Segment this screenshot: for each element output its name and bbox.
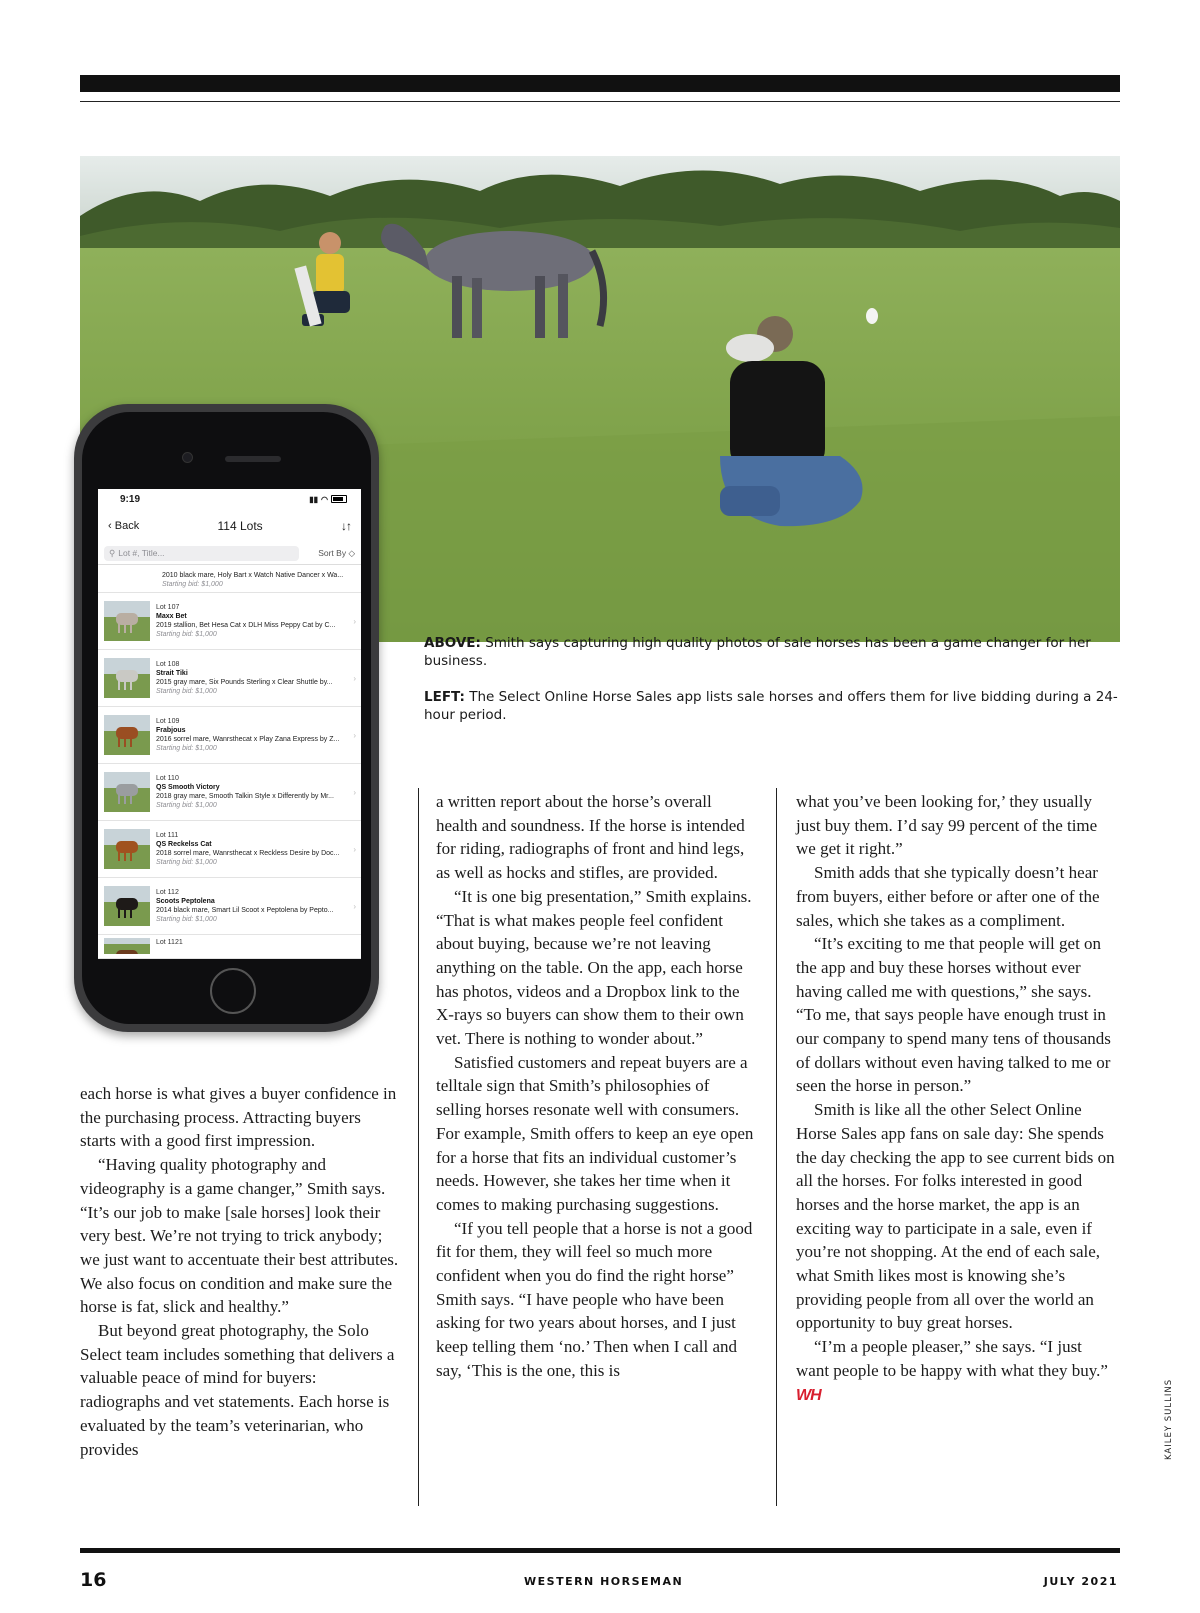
status-time: 9:19 bbox=[120, 493, 141, 505]
back-label: Back bbox=[114, 520, 140, 532]
paragraph bbox=[796, 861, 1116, 932]
paragraph bbox=[796, 1098, 1116, 1335]
paragraph bbox=[80, 1153, 400, 1319]
chevron-right-icon: › bbox=[353, 845, 356, 854]
caption-left-label: LEFT: bbox=[424, 689, 465, 705]
lot-list-item[interactable] bbox=[98, 878, 361, 935]
signal-icon: ▮▮ bbox=[309, 494, 319, 504]
paragraph-text: Smith adds that she typically doesn’t hear from buyers, either before or after one of the sales, which she takes as a compliment. bbox=[796, 863, 1100, 930]
horse-thumbnail bbox=[104, 829, 150, 869]
earpiece-speaker bbox=[225, 456, 281, 462]
lot-description: 2016 sorrel mare, Wanrsthecat x Play Zana Express by Z... bbox=[156, 736, 340, 743]
top-rule-thick bbox=[80, 75, 1120, 92]
bottom-rule bbox=[80, 1548, 1120, 1553]
wifi-icon: ◠ bbox=[321, 494, 328, 504]
nav-title: 114 Lots bbox=[217, 519, 263, 533]
paragraph-text: Satisfied customers and repeat buyers are a telltale sign that Smith’s philosophies of selling horses resonate well with consumers. For example, Smith offers to keep an eye open for a horse that fits an individual customer’s needs. However, she takes her time when it comes to making purchasing suggestions. bbox=[436, 1052, 754, 1214]
chevron-right-icon: › bbox=[353, 617, 356, 626]
search-input[interactable] bbox=[104, 546, 299, 561]
paragraph bbox=[80, 1319, 400, 1461]
starting-bid: Starting bid: $1,000 bbox=[156, 745, 217, 752]
lot-number: Lot 111 bbox=[156, 832, 179, 839]
lot-info bbox=[162, 571, 352, 589]
lot-list bbox=[98, 564, 361, 959]
lot-list-item[interactable] bbox=[98, 821, 361, 878]
lot-info bbox=[156, 774, 346, 810]
home-button[interactable] bbox=[210, 968, 256, 1014]
lot-list-item[interactable] bbox=[98, 935, 361, 959]
battery-icon bbox=[331, 495, 347, 503]
smartphone-mockup bbox=[74, 404, 379, 1032]
lot-description: 2019 stallion, Bet Hesa Cat x DLH Miss Peppy Cat by C... bbox=[156, 622, 336, 629]
chevron-updown-icon: ◇ bbox=[348, 547, 355, 558]
lot-list-item[interactable] bbox=[98, 707, 361, 764]
paragraph-text: “I’m a people pleaser,” she says. “I just want people to be happy with what they buy.” bbox=[796, 1337, 1108, 1380]
paragraph bbox=[796, 932, 1116, 1098]
lot-description: 2018 sorrel mare, Wanrsthecat x Reckless Desire by Doc... bbox=[156, 850, 340, 857]
paragraph-text: “Having quality photography and videography is a game changer,” Smith says. “It’s our job to make [sale horses] look their very best. We’re not trying to trick anybody; we just want to accentuate their best attributes. We also focus on condition and make sure the horse is fat, slick and healthy.” bbox=[80, 1155, 399, 1317]
column-divider-2 bbox=[776, 788, 777, 1506]
paragraph-text: “It is one big presentation,” Smith explains. “That is what makes people feel confident about buying, because we’re not leaving anything on the table. On the app, each horse has photos, videos and a Dropbox link to the X-rays so buyers can show them to their own vet. There is nothing to wonder about.” bbox=[436, 886, 752, 1049]
horse-thumbnail bbox=[104, 772, 150, 812]
article-column-3 bbox=[796, 790, 1116, 1407]
chevron-right-icon: › bbox=[353, 674, 356, 683]
caption-left-text: The Select Online Horse Sales app lists sale horses and offers them for live bidding during a 24-hour period. bbox=[424, 689, 1118, 723]
page-number: 16 bbox=[80, 1569, 107, 1591]
lot-info bbox=[156, 831, 346, 867]
lot-info bbox=[156, 938, 346, 947]
paragraph-text: Smith is like all the other Select Online Horse Sales app fans on sale day: She spends the day checking the app to see current bids on all the horses. For folks interested in good horses and the horse market, the app is an exciting way to participate in a sale, even if you’re not shopping. At the end of each sale, what Smith likes most is knowing she’s providing people from all over the world an opportunity to buy great horses. bbox=[796, 1100, 1115, 1333]
starting-bid: Starting bid: $1,000 bbox=[156, 802, 217, 809]
lot-number: Lot 1121 bbox=[156, 939, 183, 946]
lot-name: Scoots Peptolena bbox=[156, 898, 215, 905]
starting-bid: Starting bid: $1,000 bbox=[162, 581, 223, 588]
lot-list-item[interactable] bbox=[98, 764, 361, 821]
search-row bbox=[98, 543, 361, 563]
paragraph-text: what you’ve been looking for,’ they usually just buy them. I’d say 99 percent of the time we get it right.” bbox=[796, 792, 1098, 859]
issue-date: JULY 2021 bbox=[1043, 1575, 1118, 1588]
photo-captions bbox=[424, 634, 1124, 742]
paragraph bbox=[80, 1082, 400, 1153]
lot-info bbox=[156, 888, 346, 924]
horse-thumbnail bbox=[104, 658, 150, 698]
lot-description: 2018 gray mare, Smooth Talkin Style x Differently by Mr... bbox=[156, 793, 334, 800]
lot-description: 2010 black mare, Holy Bart x Watch Native Dancer x Wa... bbox=[162, 572, 344, 579]
top-rule-thin bbox=[80, 101, 1120, 102]
signal-wifi-battery-icons bbox=[309, 495, 347, 504]
front-camera-icon bbox=[182, 452, 193, 463]
paragraph bbox=[796, 790, 1116, 861]
nav-bar bbox=[98, 509, 361, 543]
caption-above-text: Smith says capturing high quality photos of sale horses has been a game changer for her business. bbox=[424, 635, 1091, 669]
phone-screen bbox=[98, 489, 361, 959]
article-column-2 bbox=[436, 790, 756, 1383]
caption-above-label: ABOVE: bbox=[424, 635, 481, 651]
magazine-name: WESTERN HORSEMAN bbox=[524, 1575, 684, 1588]
caption-above bbox=[424, 634, 1124, 670]
lot-name: Frabjous bbox=[156, 727, 186, 734]
lot-list-item[interactable] bbox=[98, 650, 361, 707]
lot-list-item[interactable] bbox=[98, 593, 361, 650]
starting-bid: Starting bid: $1,000 bbox=[156, 631, 217, 638]
lot-info bbox=[156, 717, 346, 753]
sort-by-button[interactable] bbox=[318, 548, 355, 559]
chevron-left-icon: ‹ bbox=[108, 520, 112, 532]
lot-name: QS Smooth Victory bbox=[156, 784, 220, 791]
paragraph bbox=[436, 1217, 756, 1383]
search-placeholder: Lot #, Title... bbox=[118, 548, 165, 558]
end-mark-logo: WH bbox=[796, 1386, 821, 1404]
lot-number: Lot 110 bbox=[156, 775, 179, 782]
lot-number: Lot 107 bbox=[156, 604, 180, 611]
photo-credit: KAILEY SULLINS bbox=[1164, 1378, 1174, 1460]
column-divider-1 bbox=[418, 788, 419, 1506]
article-column-1 bbox=[80, 1082, 400, 1461]
chevron-right-icon: › bbox=[353, 902, 356, 911]
phone-bezel bbox=[82, 412, 371, 1024]
starting-bid: Starting bid: $1,000 bbox=[156, 916, 217, 923]
sort-by-label: Sort By bbox=[318, 547, 347, 558]
lot-info bbox=[156, 660, 346, 696]
horse-thumbnail bbox=[104, 886, 150, 926]
starting-bid: Starting bid: $1,000 bbox=[156, 859, 217, 866]
paragraph bbox=[436, 790, 756, 885]
status-bar bbox=[98, 489, 361, 509]
starting-bid: Starting bid: $1,000 bbox=[156, 688, 217, 695]
lot-name: Strait Tiki bbox=[156, 670, 188, 677]
paragraph-text: a written report about the horse’s overall health and soundness. If the horse is intended for riding, radiographs of front and hind legs, as well as hocks and stifles, are provided. bbox=[436, 792, 745, 883]
horse-thumbnail bbox=[104, 938, 150, 954]
paragraph-text: But beyond great photography, the Solo Select team includes something that delivers a valuable peace of mind for buyers: radiographs and vet statements. Each horse is evaluated by the team’s veterinarian, who provides bbox=[80, 1321, 395, 1459]
horse-thumbnail bbox=[104, 715, 150, 755]
paragraph-text: each horse is what gives a buyer confidence in the purchasing process. Attracting buyers starts with a good first impression. bbox=[80, 1084, 397, 1151]
lot-info bbox=[156, 603, 346, 639]
paragraph bbox=[436, 885, 756, 1051]
paragraph-text: “It’s exciting to me that people will get on the app and buy these horses without ever having called me with questions,” she says. “To me, that says people have enough trust in our company to spend many tens of thousands of dollars without even having talked to me or seen the horse in person.” bbox=[796, 934, 1111, 1096]
sort-icon[interactable]: ↓↑ bbox=[340, 519, 351, 533]
lot-description: 2014 black mare, Smart Lil Scoot x Peptolena by Pepto... bbox=[156, 907, 334, 914]
caption-left bbox=[424, 688, 1124, 724]
back-button[interactable] bbox=[108, 520, 139, 532]
lot-list-item[interactable] bbox=[98, 565, 361, 593]
lot-number: Lot 109 bbox=[156, 718, 180, 725]
lot-number: Lot 108 bbox=[156, 661, 180, 668]
lot-number: Lot 112 bbox=[156, 889, 179, 896]
search-icon: ⚲ bbox=[109, 547, 116, 558]
lot-name: Maxx Bet bbox=[156, 613, 187, 620]
paragraph-text: “If you tell people that a horse is not a good fit for them, they will feel so much more confident when you do find the right horse” Smith says. “I have people who have been asking for two years about horses, and I just keep telling them ‘no.’ Then when I call and say, ‘This is the one, this is bbox=[436, 1218, 753, 1380]
chevron-right-icon: › bbox=[353, 731, 356, 740]
horse-thumbnail bbox=[104, 601, 150, 641]
lot-description: 2015 gray mare, Six Pounds Sterling x Clear Shuttle by... bbox=[156, 679, 333, 686]
paragraph bbox=[436, 1051, 756, 1217]
chevron-right-icon: › bbox=[353, 788, 356, 797]
paragraph bbox=[796, 1335, 1116, 1407]
lot-name: QS Reckelss Cat bbox=[156, 841, 212, 848]
